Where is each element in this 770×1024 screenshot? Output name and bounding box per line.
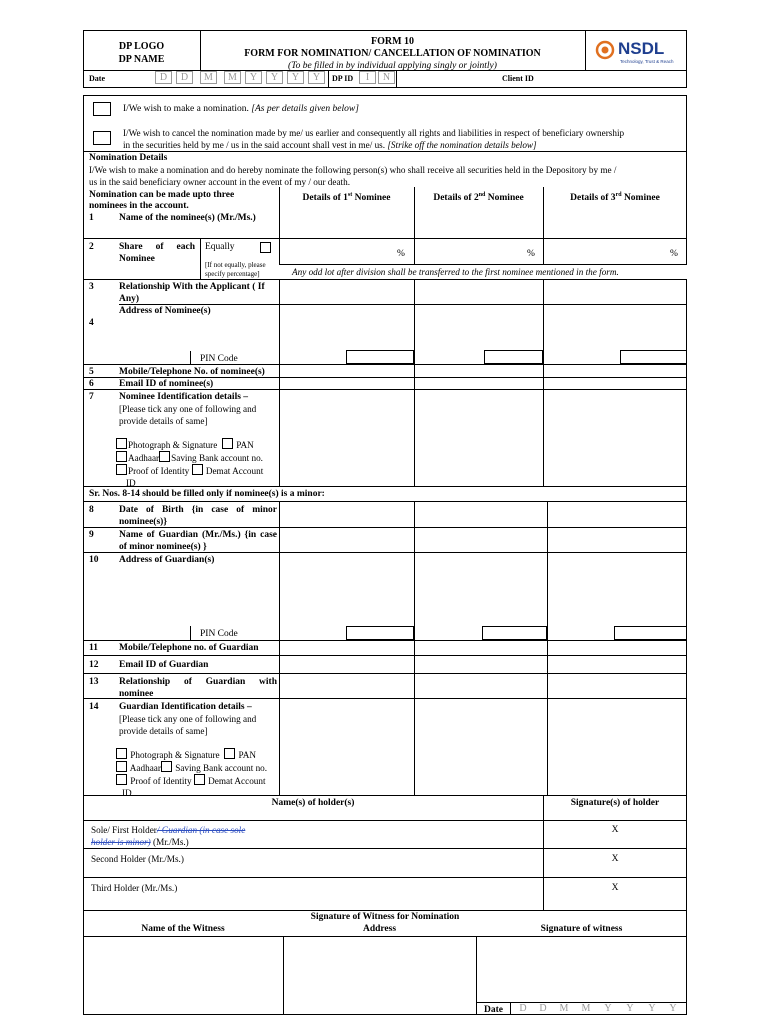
row-number: 13: [89, 677, 99, 687]
date-divider: [510, 1002, 511, 1015]
col-header-nominee1: [279, 189, 414, 204]
date-cell[interactable]: Y: [308, 71, 325, 84]
row-label-address: Address of Nominee(s): [119, 306, 211, 316]
row-line: [83, 673, 687, 674]
pin-divider: [190, 626, 191, 640]
photo-signature-label: Photograph & Signature: [128, 440, 218, 450]
header-divider: [328, 70, 329, 88]
second-holder-label: Second Holder (Mr./Ms.): [91, 854, 184, 864]
column-line: [200, 238, 201, 280]
row-number: 5: [89, 367, 94, 377]
witness-date-cell[interactable]: Y: [626, 1003, 634, 1014]
pin-code-input-nominee3[interactable]: [620, 350, 687, 364]
column-line: [279, 187, 280, 486]
row-label-nominee-name: Name of the nominee(s) (Mr./Ms.): [119, 213, 256, 223]
row-label-guardian-mobile: Mobile/Telephone no. of Guardian: [119, 643, 259, 653]
id-label: ID: [126, 478, 136, 488]
client-id-label: Client ID: [502, 74, 534, 83]
cancel-line1: I/We wish to cancel the nomination made by me/ us earlier and consequently all rights and liabilities in respect of beneficiary ownership: [123, 128, 625, 138]
proof-identity-label: Proof of Identity: [130, 776, 192, 786]
cancel-line2-text: in the securities held by me / us in the said account shall vest in me/ us.: [123, 140, 386, 150]
form-title: FORM FOR NOMINATION/ CANCELLATION OF NOMINATION: [244, 48, 541, 59]
third-holder-label: Third Holder (Mr./Ms.): [91, 883, 178, 893]
sole-holder-label: [91, 824, 281, 848]
proof-identity-checkbox[interactable]: [116, 774, 127, 785]
percent-sign: %: [670, 249, 678, 259]
pan-checkbox[interactable]: [222, 438, 233, 449]
date-label: Date: [89, 74, 105, 83]
row-line: [83, 848, 687, 849]
row-line: [83, 820, 687, 821]
nomination-section-title: Nomination Details: [89, 153, 168, 163]
witness-date-cell[interactable]: Y: [604, 1003, 612, 1014]
make-nomination-note: [As per details given below]: [251, 104, 359, 114]
row-line: [83, 655, 687, 656]
row-number: 12: [89, 660, 99, 670]
photo-signature-checkbox[interactable]: [116, 748, 127, 759]
column-line: [283, 936, 284, 1015]
row-label-relationship: Relationship With the Applicant ( If Any): [119, 282, 265, 304]
demat-account-label: Demat Account: [205, 466, 264, 476]
row-number: 10: [89, 555, 99, 565]
column-line: [476, 936, 477, 1015]
saving-bank-checkbox[interactable]: [159, 451, 170, 462]
dp-name: DP NAME: [118, 54, 165, 65]
date-cell[interactable]: M: [200, 71, 217, 84]
col-header-nominee2: [414, 189, 543, 204]
witness-date-cells[interactable]: [513, 1003, 687, 1015]
row-line: [83, 795, 687, 796]
nsdl-logo-icon: [594, 40, 616, 60]
col2-suffix: Nominee: [485, 193, 524, 204]
equally-label: Equally: [205, 242, 235, 252]
row-line: [83, 279, 687, 280]
row-number: 7: [89, 392, 94, 402]
date-cell[interactable]: Y: [266, 71, 283, 84]
aadhaar-label: Aadhaar: [129, 763, 161, 773]
row-line: [83, 698, 687, 699]
sole-holder-suffix: (Mr./Ms.): [153, 837, 189, 847]
identification-note: [Please tick any one of following and provide details of same]: [119, 404, 257, 426]
percent-sign: %: [527, 249, 535, 259]
cancel-line2: [123, 139, 537, 151]
holder-signatures-header: Signature(s) of holder: [570, 798, 660, 808]
row-line: [83, 877, 687, 878]
pin-code-input-guardian1[interactable]: [346, 626, 414, 640]
sole-holder-strike: / Guardian (in case sole: [156, 825, 246, 835]
witness-date-cell[interactable]: M: [581, 1003, 591, 1014]
col3-text: Details of 3: [570, 193, 616, 204]
aadhaar-checkbox[interactable]: [116, 761, 127, 772]
photo-signature-checkbox[interactable]: [116, 438, 127, 449]
pin-code-label: PIN Code: [200, 629, 238, 639]
make-nomination-checkbox[interactable]: [93, 102, 111, 116]
row-label-email: Email ID of nominee(s): [119, 379, 214, 389]
pin-code-input-guardian2[interactable]: [482, 626, 547, 640]
witness-date-cell[interactable]: D: [539, 1003, 547, 1014]
date-cell[interactable]: D: [176, 71, 193, 84]
pin-divider: [190, 351, 191, 365]
demat-account-checkbox[interactable]: [194, 774, 205, 785]
witness-date-cell[interactable]: M: [559, 1003, 569, 1014]
witness-date-cell[interactable]: D: [519, 1003, 527, 1014]
header-divider: [396, 70, 397, 88]
row-label-guardian-identification: Guardian Identification details –: [119, 702, 252, 712]
demat-account-checkbox[interactable]: [192, 464, 203, 475]
sole-holder-strike-b: holder is minor): [91, 837, 151, 847]
witness-date-cell[interactable]: Y: [648, 1003, 656, 1014]
guardian-identification-note: [Please tick any one of following and provide details of same]: [119, 714, 257, 736]
row-number: 4: [89, 318, 94, 328]
column-line: [279, 501, 280, 795]
col-header-nominee3: [543, 189, 687, 204]
date-cell[interactable]: Y: [287, 71, 304, 84]
col1-suffix: Nominee: [352, 193, 391, 204]
share-note: [If not equally, please specify percentage]: [205, 261, 266, 278]
row-label-guardian-address: Address of Guardian(s): [119, 555, 215, 565]
dp-id-cell[interactable]: I: [359, 71, 376, 84]
witness-name-header: Name of the Witness: [141, 924, 225, 934]
form-number: FORM 10: [370, 36, 415, 47]
id-options-guardian: [116, 748, 267, 799]
row-line: [83, 501, 687, 502]
witness-signature-header: Signature of witness: [540, 924, 623, 934]
column-line: [414, 187, 415, 486]
row-label-identification: Nominee Identification details –: [119, 392, 249, 402]
row-number: 9: [89, 530, 94, 540]
proof-identity-checkbox[interactable]: [116, 464, 127, 475]
cancel-nomination-checkbox[interactable]: [93, 131, 111, 145]
signature-mark: X: [611, 825, 619, 835]
aadhaar-label: Aadhaar: [128, 453, 160, 463]
col1-sup: st: [347, 192, 353, 198]
pan-label: PAN: [238, 750, 257, 760]
row-label-guardian-email: Email ID of Guardian: [119, 660, 209, 670]
date-cell[interactable]: M: [224, 71, 241, 84]
column-line: [414, 501, 415, 795]
nomination-intro-line1: I/We wish to make a nomination and do hereby nominate the following person(s) who shall receive all securities held in the Depository by me /: [89, 165, 617, 175]
saving-bank-label: Saving Bank account no.: [171, 453, 263, 463]
dp-id-cell[interactable]: N: [378, 71, 395, 84]
upto-line2: nominees in the account.: [89, 201, 189, 211]
signature-mark: X: [611, 883, 619, 893]
percent-sign: %: [397, 249, 405, 259]
dp-logo: DP LOGO: [118, 41, 165, 52]
row-line: [83, 238, 687, 239]
col1-text: Details of 1: [302, 193, 348, 204]
row-label-dob: Date of Birth {in case of minor nominee(s)}: [119, 505, 277, 527]
nsdl-tagline: Technology, Trust & Reach: [620, 59, 674, 64]
minor-section-title: Sr. Nos. 8-14 should be filled only if nominee(s) is a minor:: [89, 489, 325, 499]
row-label-share: Share of each: [119, 242, 195, 252]
dp-id-label: DP ID: [332, 74, 354, 83]
aadhaar-checkbox[interactable]: [116, 451, 127, 462]
pan-checkbox[interactable]: [224, 748, 235, 759]
header-divider: [585, 30, 586, 71]
col3-sup: rd: [615, 192, 622, 198]
row-label-guardian-name: Name of Guardian (Mr./Ms.) {in case of minor nominee(s) }: [119, 530, 277, 552]
odd-lot-note: Any odd lot after division shall be transferred to the first nominee mentioned in the form.: [292, 267, 619, 277]
row-line: [83, 527, 687, 528]
row-label-mobile: Mobile/Telephone No. of nominee(s): [119, 367, 265, 377]
row-label-share-b: Nominee: [119, 254, 155, 264]
row-label-guardian-relationship: Relationship of Guardian with nominee: [119, 677, 277, 699]
witness-date-label: Date: [484, 1005, 503, 1015]
saving-bank-checkbox[interactable]: [161, 761, 172, 772]
row-line: [83, 364, 687, 365]
row-line: [83, 640, 687, 641]
row-number: 1: [89, 213, 94, 223]
signature-mark: X: [611, 854, 619, 864]
col2-text: Details of 2: [433, 193, 479, 204]
row-number: 2: [89, 242, 94, 252]
column-line: [547, 501, 548, 795]
make-nomination-label: I/We wish to make a nomination.: [123, 104, 249, 114]
row-line: [83, 552, 687, 553]
witness-date-cell[interactable]: Y: [669, 1003, 677, 1014]
saving-bank-label: Saving Bank account no.: [175, 763, 268, 773]
id-options-nominee: [116, 438, 263, 489]
make-nomination-text: [123, 103, 359, 115]
pin-code-input-nominee1[interactable]: [346, 350, 414, 364]
pin-code-input-guardian3[interactable]: [614, 626, 687, 640]
row-number: 3: [89, 282, 94, 292]
pin-code-label: PIN Code: [200, 354, 238, 364]
pin-code-input-nominee2[interactable]: [484, 350, 543, 364]
column-line: [543, 187, 544, 486]
pan-label: PAN: [236, 440, 254, 450]
sole-holder-text: Sole/ First Holder: [91, 825, 157, 835]
witness-address-header: Address: [362, 924, 397, 934]
proof-identity-label: Proof of Identity: [128, 466, 190, 476]
demat-account-label: Demat Account: [208, 776, 266, 786]
cancel-note: [Strike off the nomination details below]: [387, 140, 537, 150]
row-number: 6: [89, 379, 94, 389]
witness-title: Signature of Witness for Nomination: [310, 912, 460, 922]
upto-line1: Nomination can be made upto three: [89, 190, 235, 200]
id-label: ID: [122, 788, 132, 798]
form-subtitle: (To be filled in by individual applying singly or jointly): [288, 61, 497, 71]
nomination-intro-line2: us in the said beneficiary owner account in the event of my / our death.: [89, 177, 350, 187]
row-line: [83, 486, 687, 487]
row-number: 14: [89, 702, 99, 712]
row-number: 8: [89, 505, 94, 515]
nsdl-logo-text: NSDL: [618, 39, 665, 58]
col2-sup: nd: [478, 192, 486, 198]
row-line: [83, 936, 687, 937]
date-cell[interactable]: D: [155, 71, 172, 84]
col3-suffix: Nominee: [621, 193, 660, 204]
holder-names-header: Name(s) of holder(s): [271, 798, 355, 808]
row-line: [83, 389, 687, 390]
row-number: 11: [89, 643, 98, 653]
date-cell[interactable]: Y: [245, 71, 262, 84]
photo-signature-label: Photograph & Signature: [130, 750, 220, 760]
row-line: [83, 151, 687, 152]
equally-checkbox[interactable]: [260, 242, 271, 253]
